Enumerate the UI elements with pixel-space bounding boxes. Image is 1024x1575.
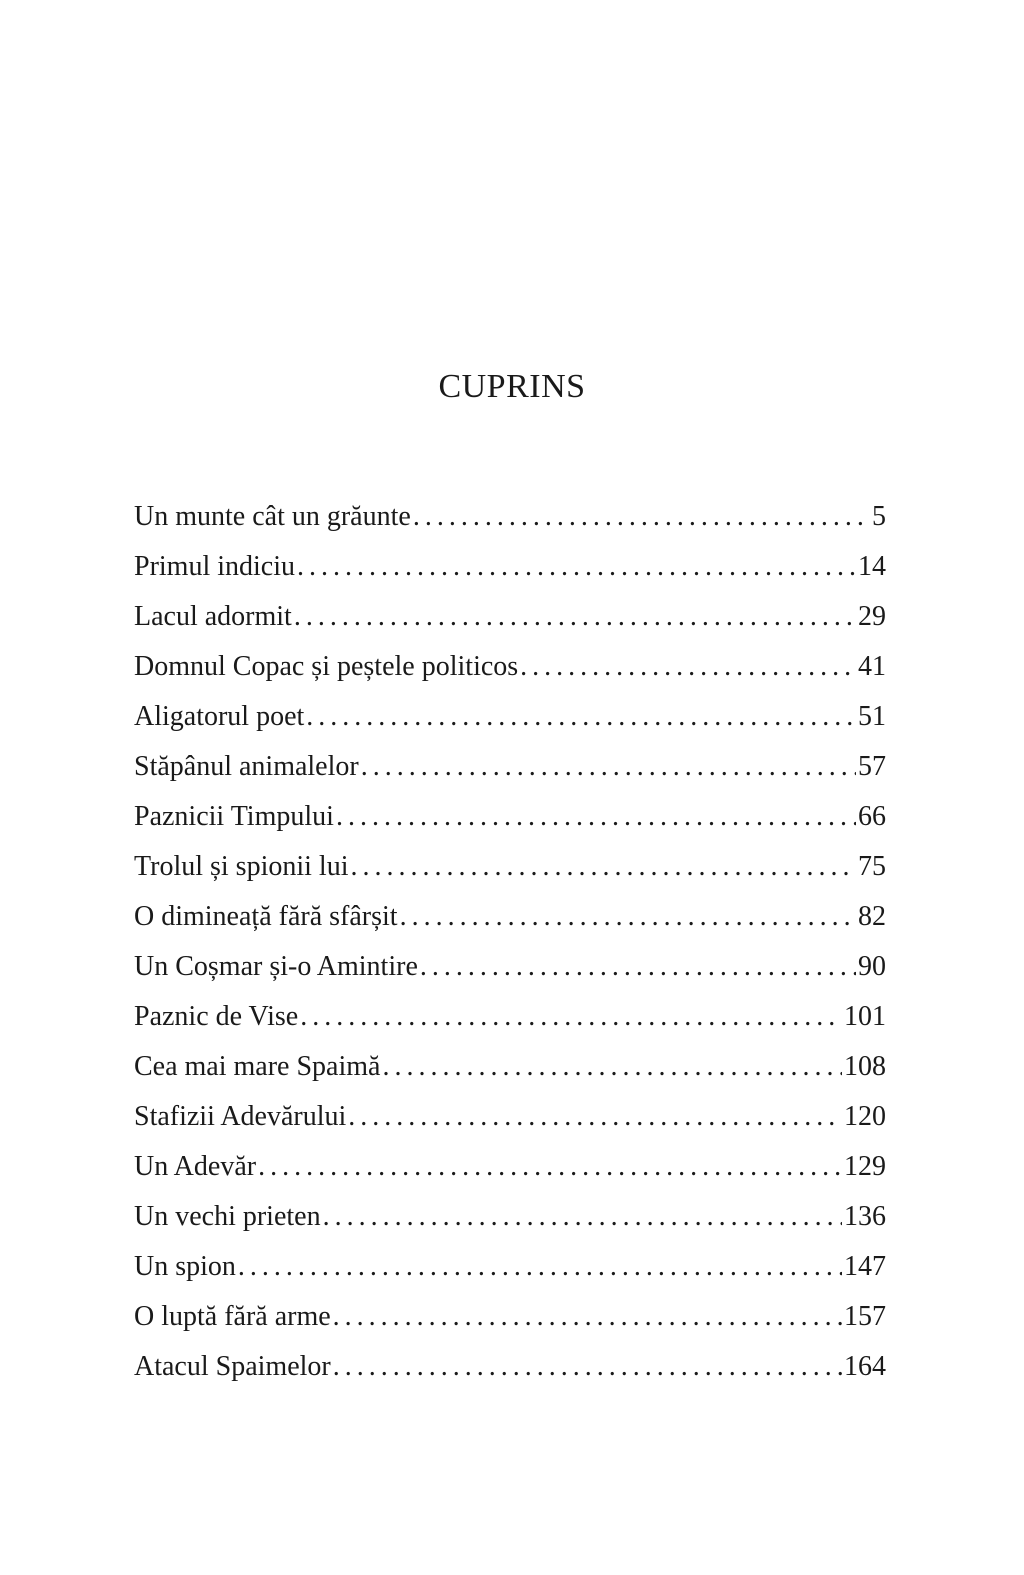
toc-entry-title: Un spion — [134, 1251, 236, 1282]
toc-entry-title: Lacul adormit — [134, 601, 292, 632]
toc-entry-title: Un munte cât un grăunte — [134, 501, 411, 532]
toc-entry[interactable] — [134, 1292, 886, 1342]
toc-entry[interactable] — [134, 692, 886, 742]
dot-leader — [350, 842, 856, 892]
toc-entry-title: Un vechi prieten — [134, 1201, 321, 1232]
dot-leader — [348, 1092, 842, 1142]
dot-leader — [361, 742, 856, 792]
toc-entry-page: 147 — [844, 1251, 886, 1282]
toc-entry-title: Aligatorul poet — [134, 701, 305, 732]
toc-entry[interactable] — [134, 842, 886, 892]
toc-entry[interactable] — [134, 542, 886, 592]
toc-entry-page: 5 — [872, 501, 886, 532]
toc-entry-title: Paznicii Timpului — [134, 801, 334, 832]
toc-entry[interactable] — [134, 1092, 886, 1142]
toc-entry[interactable] — [134, 492, 886, 542]
toc-entry[interactable] — [134, 1142, 886, 1192]
dot-leader — [258, 1142, 842, 1192]
toc-entry-page: 82 — [858, 901, 886, 932]
toc-entry-title: Cea mai mare Spaimă — [134, 1051, 381, 1082]
toc-entry-title: Atacul Spaimelor — [134, 1351, 331, 1382]
dot-leader — [336, 792, 856, 842]
toc-entry-title: Un Coșmar și-o Amintire — [134, 951, 418, 982]
dot-leader — [297, 542, 856, 592]
toc-entry-page: 164 — [844, 1351, 886, 1382]
toc-entry-page: 101 — [844, 1001, 886, 1032]
dot-leader — [413, 492, 870, 542]
toc-entry[interactable] — [134, 942, 886, 992]
dot-leader — [400, 892, 856, 942]
toc-entry-page: 120 — [844, 1101, 886, 1132]
toc-entry-title: Un Adevăr — [134, 1151, 257, 1182]
dot-leader — [238, 1242, 842, 1292]
toc-entry-page: 66 — [858, 801, 886, 832]
toc-entry[interactable] — [134, 642, 886, 692]
toc-entry[interactable] — [134, 1242, 886, 1292]
toc-entry-title: Domnul Copac și peștele politicos — [134, 651, 519, 682]
toc-entry-title: O dimineață fără sfârșit — [134, 901, 398, 932]
dot-leader — [300, 992, 842, 1042]
table-of-contents — [134, 492, 886, 1392]
toc-entry[interactable] — [134, 592, 886, 642]
toc-entry[interactable] — [134, 742, 886, 792]
toc-entry[interactable] — [134, 792, 886, 842]
dot-leader — [420, 942, 856, 992]
toc-entry-title: Stăpânul animalelor — [134, 751, 359, 782]
toc-entry[interactable] — [134, 992, 886, 1042]
toc-entry-page: 75 — [858, 851, 886, 882]
dot-leader — [294, 592, 856, 642]
toc-entry-page: 157 — [844, 1301, 886, 1332]
toc-entry-title: Stafizii Adevărului — [134, 1101, 347, 1132]
toc-entry-page: 57 — [858, 751, 886, 782]
toc-entry-page: 90 — [858, 951, 886, 982]
toc-entry-title: Paznic de Vise — [134, 1001, 299, 1032]
page-title: CUPRINS — [438, 368, 586, 405]
toc-entry-page: 136 — [844, 1201, 886, 1232]
toc-entry-title: Primul indiciu — [134, 551, 295, 582]
toc-entry-page: 129 — [844, 1151, 886, 1182]
toc-entry[interactable] — [134, 1042, 886, 1092]
toc-entry-page: 14 — [858, 551, 886, 582]
dot-leader — [333, 1342, 842, 1392]
toc-entry-page: 51 — [858, 701, 886, 732]
toc-entry-page: 41 — [858, 651, 886, 682]
toc-entry-title: O luptă fără arme — [134, 1301, 331, 1332]
dot-leader — [333, 1292, 842, 1342]
toc-entry[interactable] — [134, 1342, 886, 1392]
toc-entry[interactable] — [134, 1192, 886, 1242]
dot-leader — [520, 642, 856, 692]
toc-entry-page: 29 — [858, 601, 886, 632]
toc-entry-title: Trolul și spionii lui — [134, 851, 349, 882]
dot-leader — [323, 1192, 842, 1242]
toc-entry[interactable] — [134, 892, 886, 942]
dot-leader — [382, 1042, 842, 1092]
toc-entry-page: 108 — [844, 1051, 886, 1082]
dot-leader — [306, 692, 856, 742]
